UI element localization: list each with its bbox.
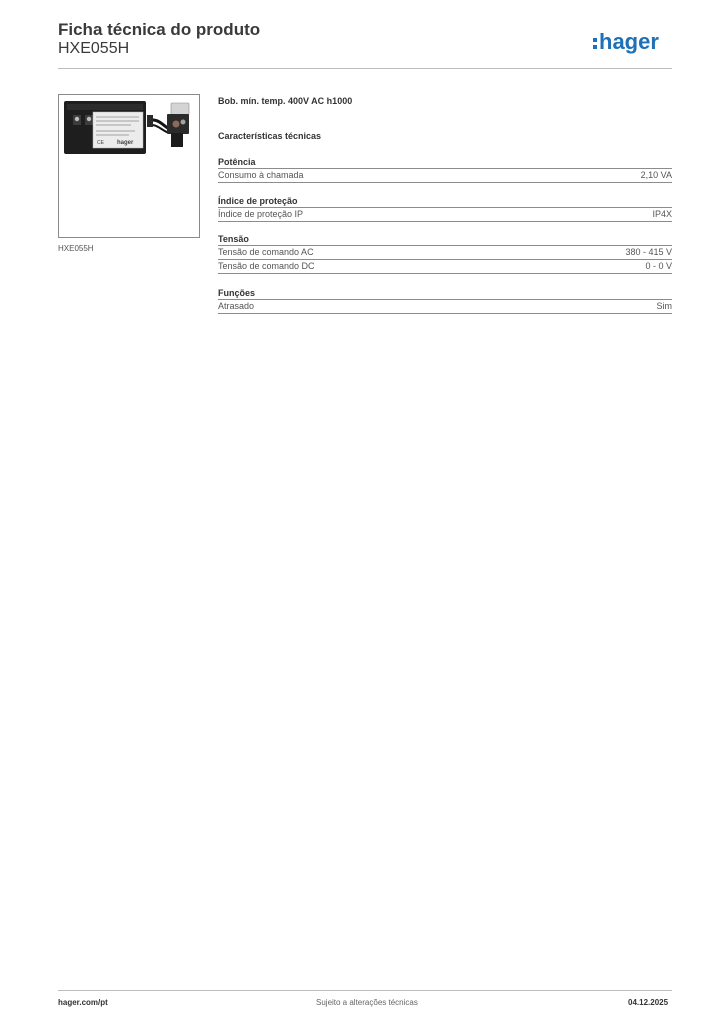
product-photo <box>59 95 199 237</box>
document-title: Ficha técnica do produto <box>58 20 261 39</box>
hager-logo <box>592 26 676 58</box>
image-caption: HXE055H <box>58 244 94 253</box>
spec-group-title: Funções <box>218 287 672 300</box>
svg-text:hager: hager <box>117 140 134 146</box>
spec-value: Sim <box>656 301 672 311</box>
spec-group-funcoes <box>218 287 672 314</box>
spec-group-potencia <box>218 156 672 183</box>
product-code: HXE055H <box>58 40 130 57</box>
spec-value: 2,10 VA <box>640 170 672 180</box>
spec-label: Consumo à chamada <box>218 170 304 180</box>
spec-value: 380 - 415 V <box>625 247 672 257</box>
svg-text:CE: CE <box>97 140 104 146</box>
footer-date: 04.12.2025 <box>628 998 669 1007</box>
product-name: Bob. mín. temp. 400V AC h1000 <box>218 96 353 106</box>
spec-label: Índice de proteção IP <box>218 209 304 219</box>
spec-label: Tensão de comando DC <box>218 261 315 271</box>
spec-group-tensao <box>218 233 672 274</box>
spec-group-indice-protecao <box>218 195 672 222</box>
spec-value: IP4X <box>652 209 672 219</box>
footer-divider <box>58 990 672 991</box>
spec-label: Atrasado <box>218 301 255 311</box>
header-divider <box>58 68 672 69</box>
spec-value: 0 - 0 V <box>645 261 672 271</box>
spec-row <box>218 169 672 183</box>
spec-group-title: Tensão <box>218 233 672 246</box>
spec-row <box>218 300 672 314</box>
spec-row <box>218 246 672 260</box>
footer-notice: Sujeito a alterações técnicas <box>316 998 418 1007</box>
spec-group-title: Potência <box>218 156 672 169</box>
spec-group-title: Índice de proteção <box>218 195 672 208</box>
spec-label: Tensão de comando AC <box>218 247 314 257</box>
product-image <box>58 94 200 238</box>
website-link[interactable]: hager.com/pt <box>58 998 108 1007</box>
spec-row <box>218 208 672 222</box>
spec-row <box>218 260 672 274</box>
specs-heading: Características técnicas <box>218 131 322 141</box>
svg-text:hager: hager <box>599 29 659 54</box>
